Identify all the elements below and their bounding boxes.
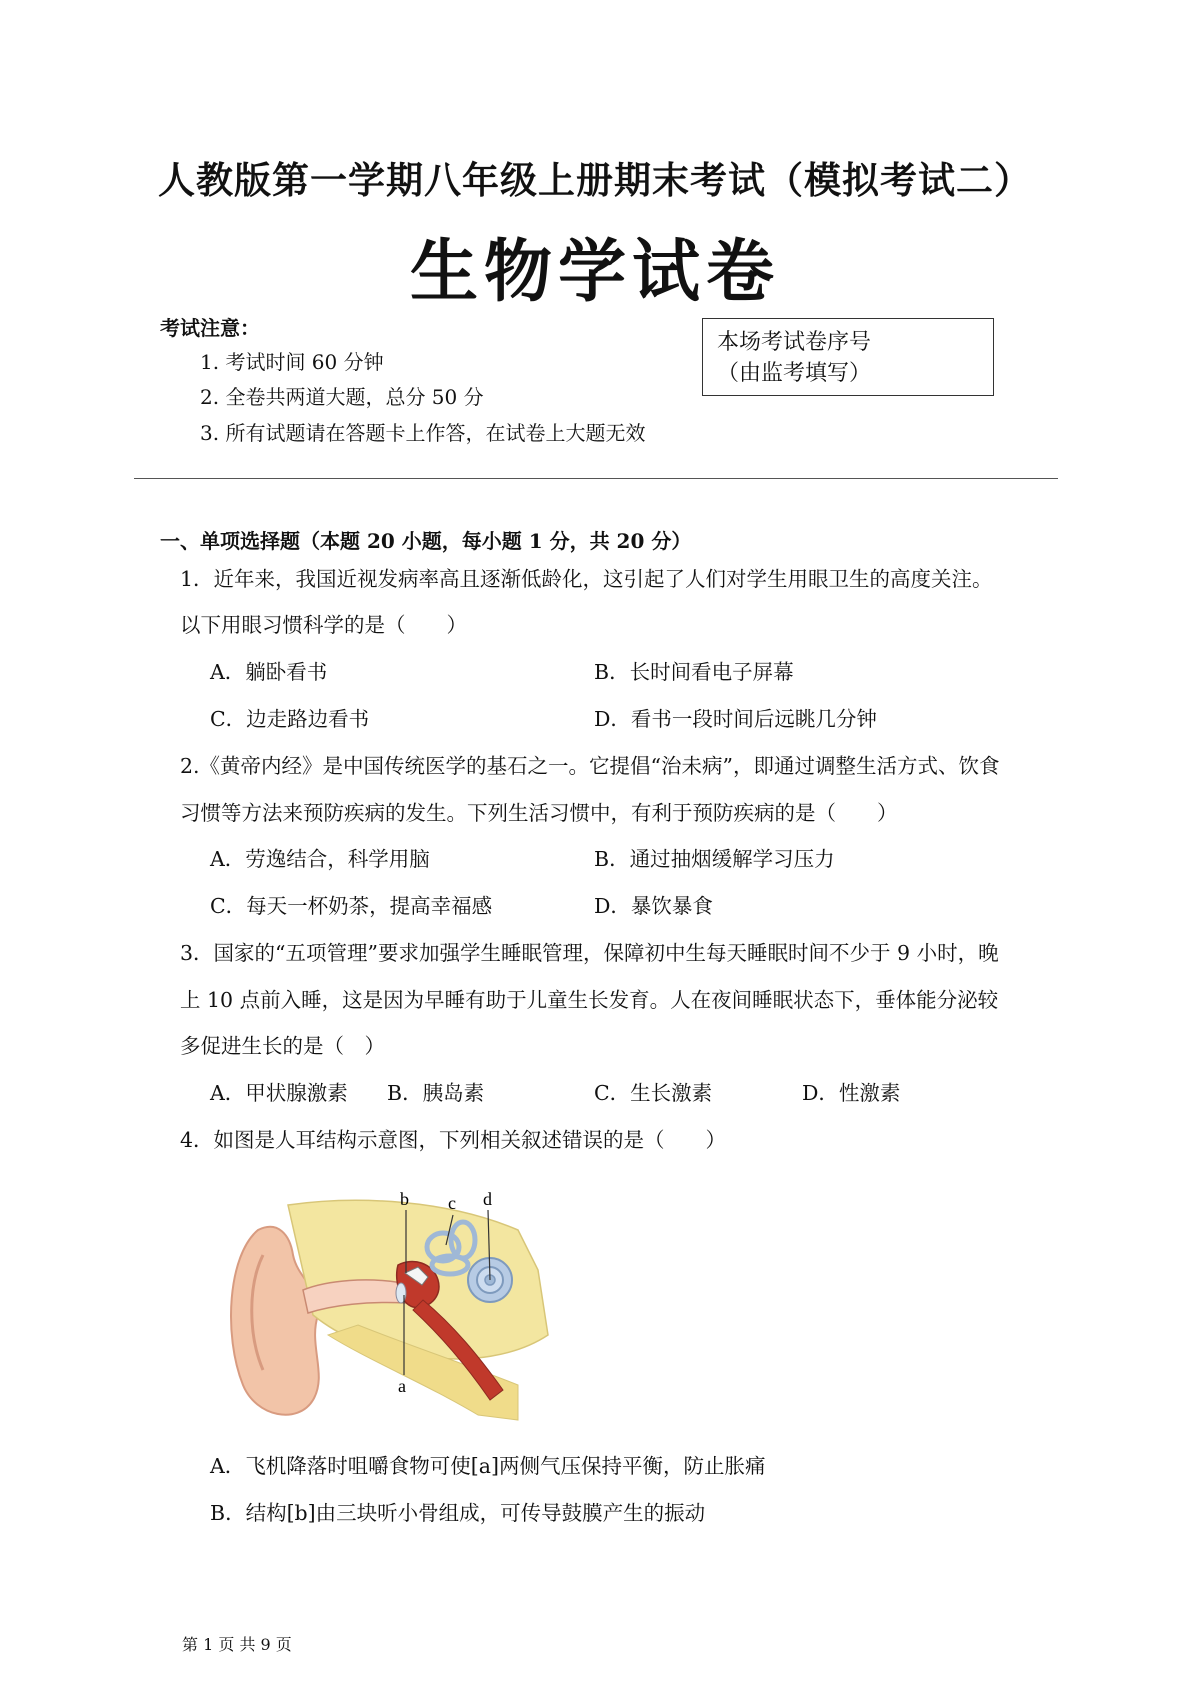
section-heading: 一、单项选择题（本题 20 小题，每小题 1 分，共 20 分） [160,529,692,553]
page-number: 第 1 页 共 9 页 [182,1635,292,1654]
option: B．通过抽烟缓解学习压力 [594,847,835,871]
question-text: 多促进生长的是（ ） [180,1034,385,1058]
figure-label-a: a [398,1376,406,1396]
figure-label-b: b [400,1189,409,1209]
question-text: 3．国家的“五项管理”要求加强学生睡眠管理，保障初中生每天睡眠时间不少于 9 小时，晚 [180,941,999,965]
option: B．结构[b]由三块听小骨组成，可传导鼓膜产生的振动 [210,1501,706,1525]
notice-item: 1. 考试时间 60 分钟 [200,350,384,374]
exam-subtitle: 人教版第一学期八年级上册期末考试（模拟考试二） [158,158,1032,202]
serial-box-line: 本场考试卷序号 [717,330,872,355]
option: C．边走路边看书 [210,707,370,731]
question-text: 以下用眼习惯科学的是（ ） [180,613,467,637]
figure-label-c: c [448,1193,456,1213]
question-text: 4．如图是人耳结构示意图，下列相关叙述错误的是（ ） [180,1128,727,1152]
option: C．每天一杯奶茶，提高幸福感 [210,894,493,918]
option: D．暴饮暴食 [594,894,713,918]
option: B．胰岛素 [387,1081,485,1105]
option: A．劳逸结合，科学用脑 [210,847,430,871]
option: D．看书一段时间后远眺几分钟 [594,707,877,731]
serial-box-line: （由监考填写） [717,361,872,386]
option: C．生长激素 [594,1081,713,1105]
exam-title: 生物学试卷 [409,232,780,312]
question-text: 1．近年来，我国近视发病率高且逐渐低龄化，这引起了人们对学生用眼卫生的高度关注。 [180,567,993,591]
option: D．性激素 [802,1081,901,1105]
figure-label-d: d [483,1189,492,1209]
option: A．飞机降落时咀嚼食物可使[a]两侧气压保持平衡，防止胀痛 [210,1454,766,1478]
question-text: 上 10 点前入睡，这是因为早睡有助于儿童生长发育。人在夜间睡眠状态下，垂体能分泌较 [180,988,999,1012]
serial-number-box [702,318,994,396]
notice-item: 3. 所有试题请在答题卡上作答，在试卷上大题无效 [200,421,646,445]
ear-structure-figure [218,1185,578,1425]
notice-heading: 考试注意： [160,316,260,340]
notice-item: 2. 全卷共两道大题，总分 50 分 [200,385,484,409]
option: A．甲状腺激素 [210,1081,348,1105]
option: B．长时间看电子屏幕 [594,660,794,684]
question-text: 习惯等方法来预防疾病的发生。下列生活习惯中，有利于预防疾病的是（ ） [180,801,898,825]
option: A．躺卧看书 [210,660,328,684]
question-text: 2.《黄帝内经》是中国传统医学的基石之一。它提倡“治未病”，即通过调整生活方式、饮食 [180,754,1000,778]
divider [134,478,1058,479]
